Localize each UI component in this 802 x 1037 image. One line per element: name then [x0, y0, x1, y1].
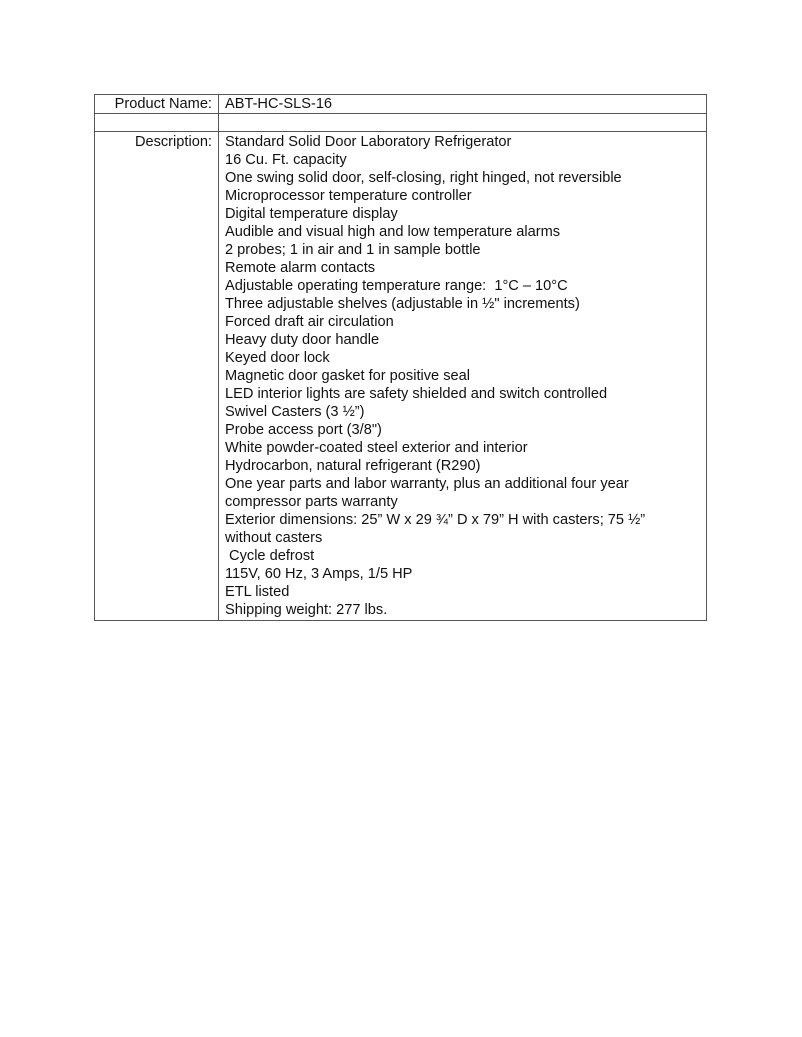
description-row [95, 132, 707, 621]
empty-cell [95, 114, 219, 132]
description-line: Standard Solid Door Laboratory Refrigerator [225, 134, 512, 150]
description-line: 16 Cu. Ft. capacity [225, 152, 347, 168]
description-line: Keyed door lock [225, 350, 330, 366]
description-value [219, 132, 707, 621]
product-name-row [95, 95, 707, 114]
description-line: Forced draft air circulation [225, 314, 394, 330]
product-name-value: ABT-HC-SLS-16 [219, 95, 707, 114]
description-line: Digital temperature display [225, 206, 398, 222]
description-line: Probe access port (3/8") [225, 422, 382, 438]
description-line: Cycle defrost [225, 548, 315, 564]
description-line: 2 probes; 1 in air and 1 in sample bottle [225, 242, 481, 258]
description-line: Magnetic door gasket for positive seal [225, 368, 470, 384]
description-line: White powder-coated steel exterior and interior [225, 440, 528, 456]
description-line: Audible and visual high and low temperature alarms [225, 224, 561, 240]
description-line: Microprocessor temperature controller [225, 188, 472, 204]
product-name-label: Product Name: [95, 95, 219, 114]
description-line: 115V, 60 Hz, 3 Amps, 1/5 HP [225, 566, 413, 582]
description-line: Adjustable operating temperature range: 1°C – 10°C [225, 278, 568, 294]
description-line: One swing solid door, self-closing, right hinged, not reversible [225, 170, 622, 186]
description-line: One year parts and labor warranty, plus an additional four year [225, 476, 629, 492]
description-line: Swivel Casters (3 ½”) [225, 404, 365, 420]
description-line: Heavy duty door handle [225, 332, 380, 348]
description-line: Three adjustable shelves (adjustable in ½" increments) [225, 296, 580, 312]
description-line: Remote alarm contacts [225, 260, 376, 276]
description-line: LED interior lights are safety shielded and switch controlled [225, 386, 608, 402]
description-label: Description: [95, 132, 219, 621]
description-line: Hydrocarbon, natural refrigerant (R290) [225, 458, 481, 474]
empty-row [95, 114, 707, 132]
empty-cell [219, 114, 707, 132]
description-line: Shipping weight: 277 lbs. [225, 602, 388, 618]
product-spec-table [94, 94, 707, 621]
description-line: ETL listed [225, 584, 290, 600]
description-line: Exterior dimensions: 25” W x 29 ¾” D x 79” H with casters; 75 ½” [225, 512, 646, 528]
description-line: compressor parts warranty [225, 494, 398, 510]
description-line: without casters [225, 530, 323, 546]
